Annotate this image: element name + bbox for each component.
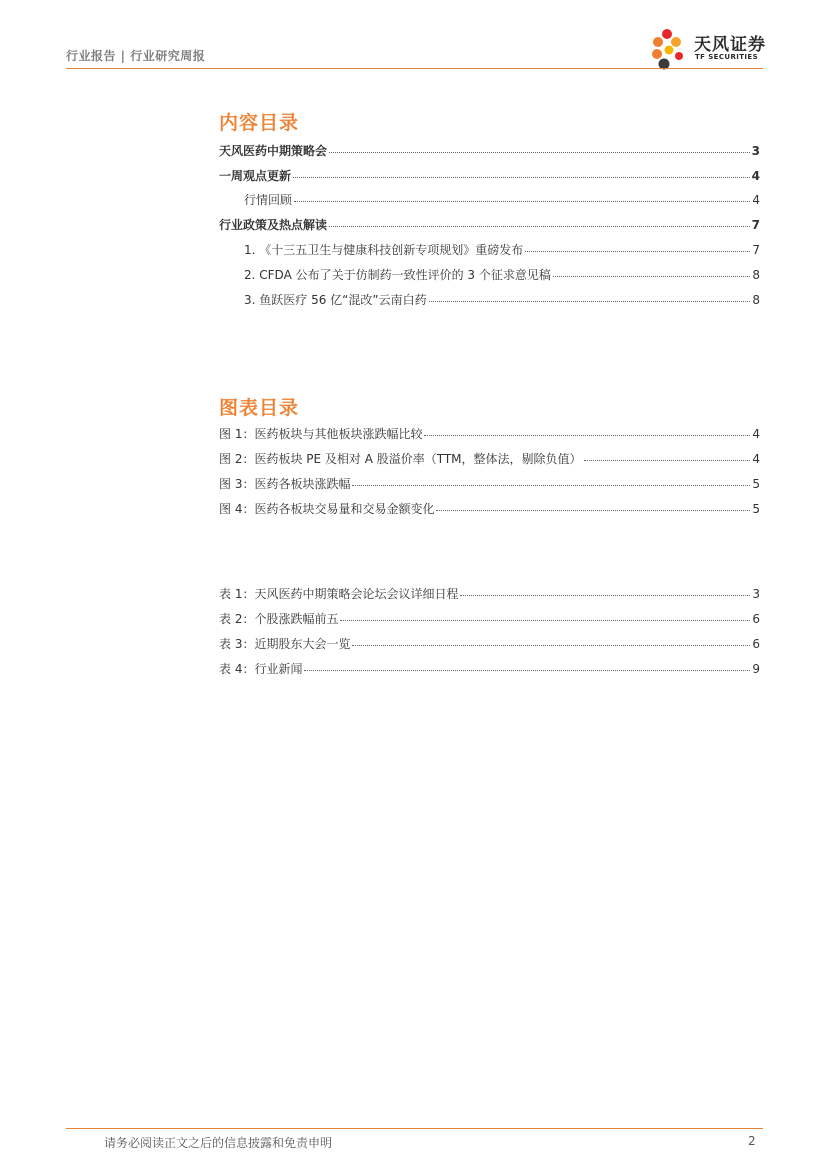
toc-entry[interactable]: 行情回顾 4 <box>244 193 760 207</box>
footer-divider <box>66 1128 763 1129</box>
figures-title: 图表目录 <box>219 397 300 419</box>
logo-en-text: TF SECURITIES <box>695 53 759 61</box>
header-breadcrumb: 行业报告 | 行业研究周报 <box>66 49 206 63</box>
page-number: 2 <box>748 1134 756 1148</box>
toc-entry[interactable]: 行业政策及热点解读 7 <box>219 218 760 232</box>
figure-entry[interactable]: 图 1：医药板块与其他板块涨跌幅比较 4 <box>219 427 760 441</box>
logo-flower-icon <box>649 26 693 72</box>
header-divider <box>66 68 763 69</box>
contents-title: 内容目录 <box>219 112 300 134</box>
table-entry[interactable]: 表 1：天风医药中期策略会论坛会议详细日程 3 <box>219 587 760 601</box>
figure-entry[interactable]: 图 2：医药板块 PE 及相对 A 股溢价率（TTM，整体法，剔除负值） 4 <box>219 452 760 466</box>
figure-entry[interactable]: 图 4：医药各板块交易量和交易金额变化 5 <box>219 502 760 516</box>
table-entry[interactable]: 表 2：个股涨跌幅前五 6 <box>219 612 760 626</box>
table-entry[interactable]: 表 4：行业新闻 9 <box>219 662 760 676</box>
figure-entry[interactable]: 图 3：医药各板块涨跌幅 5 <box>219 477 760 491</box>
toc-entry[interactable]: 3. 鱼跃医疗 56 亿“混改”云南白药 8 <box>244 293 760 307</box>
toc-entry[interactable]: 1. 《十三五卫生与健康科技创新专项规划》重磅发布 7 <box>244 243 760 257</box>
footer-disclaimer: 请务必阅读正文之后的信息披露和免责申明 <box>104 1136 333 1150</box>
table-entry[interactable]: 表 3：近期股东大会一览 6 <box>219 637 760 651</box>
toc-entry[interactable]: 2. CFDA 公布了关于仿制药一致性评价的 3 个征求意见稿 8 <box>244 268 760 282</box>
company-logo <box>649 26 765 72</box>
toc-entry[interactable]: 一周观点更新 4 <box>219 169 760 183</box>
logo-cn-text: 天风证券 <box>694 35 766 55</box>
toc-entry[interactable]: 天风医药中期策略会 3 <box>219 144 760 158</box>
